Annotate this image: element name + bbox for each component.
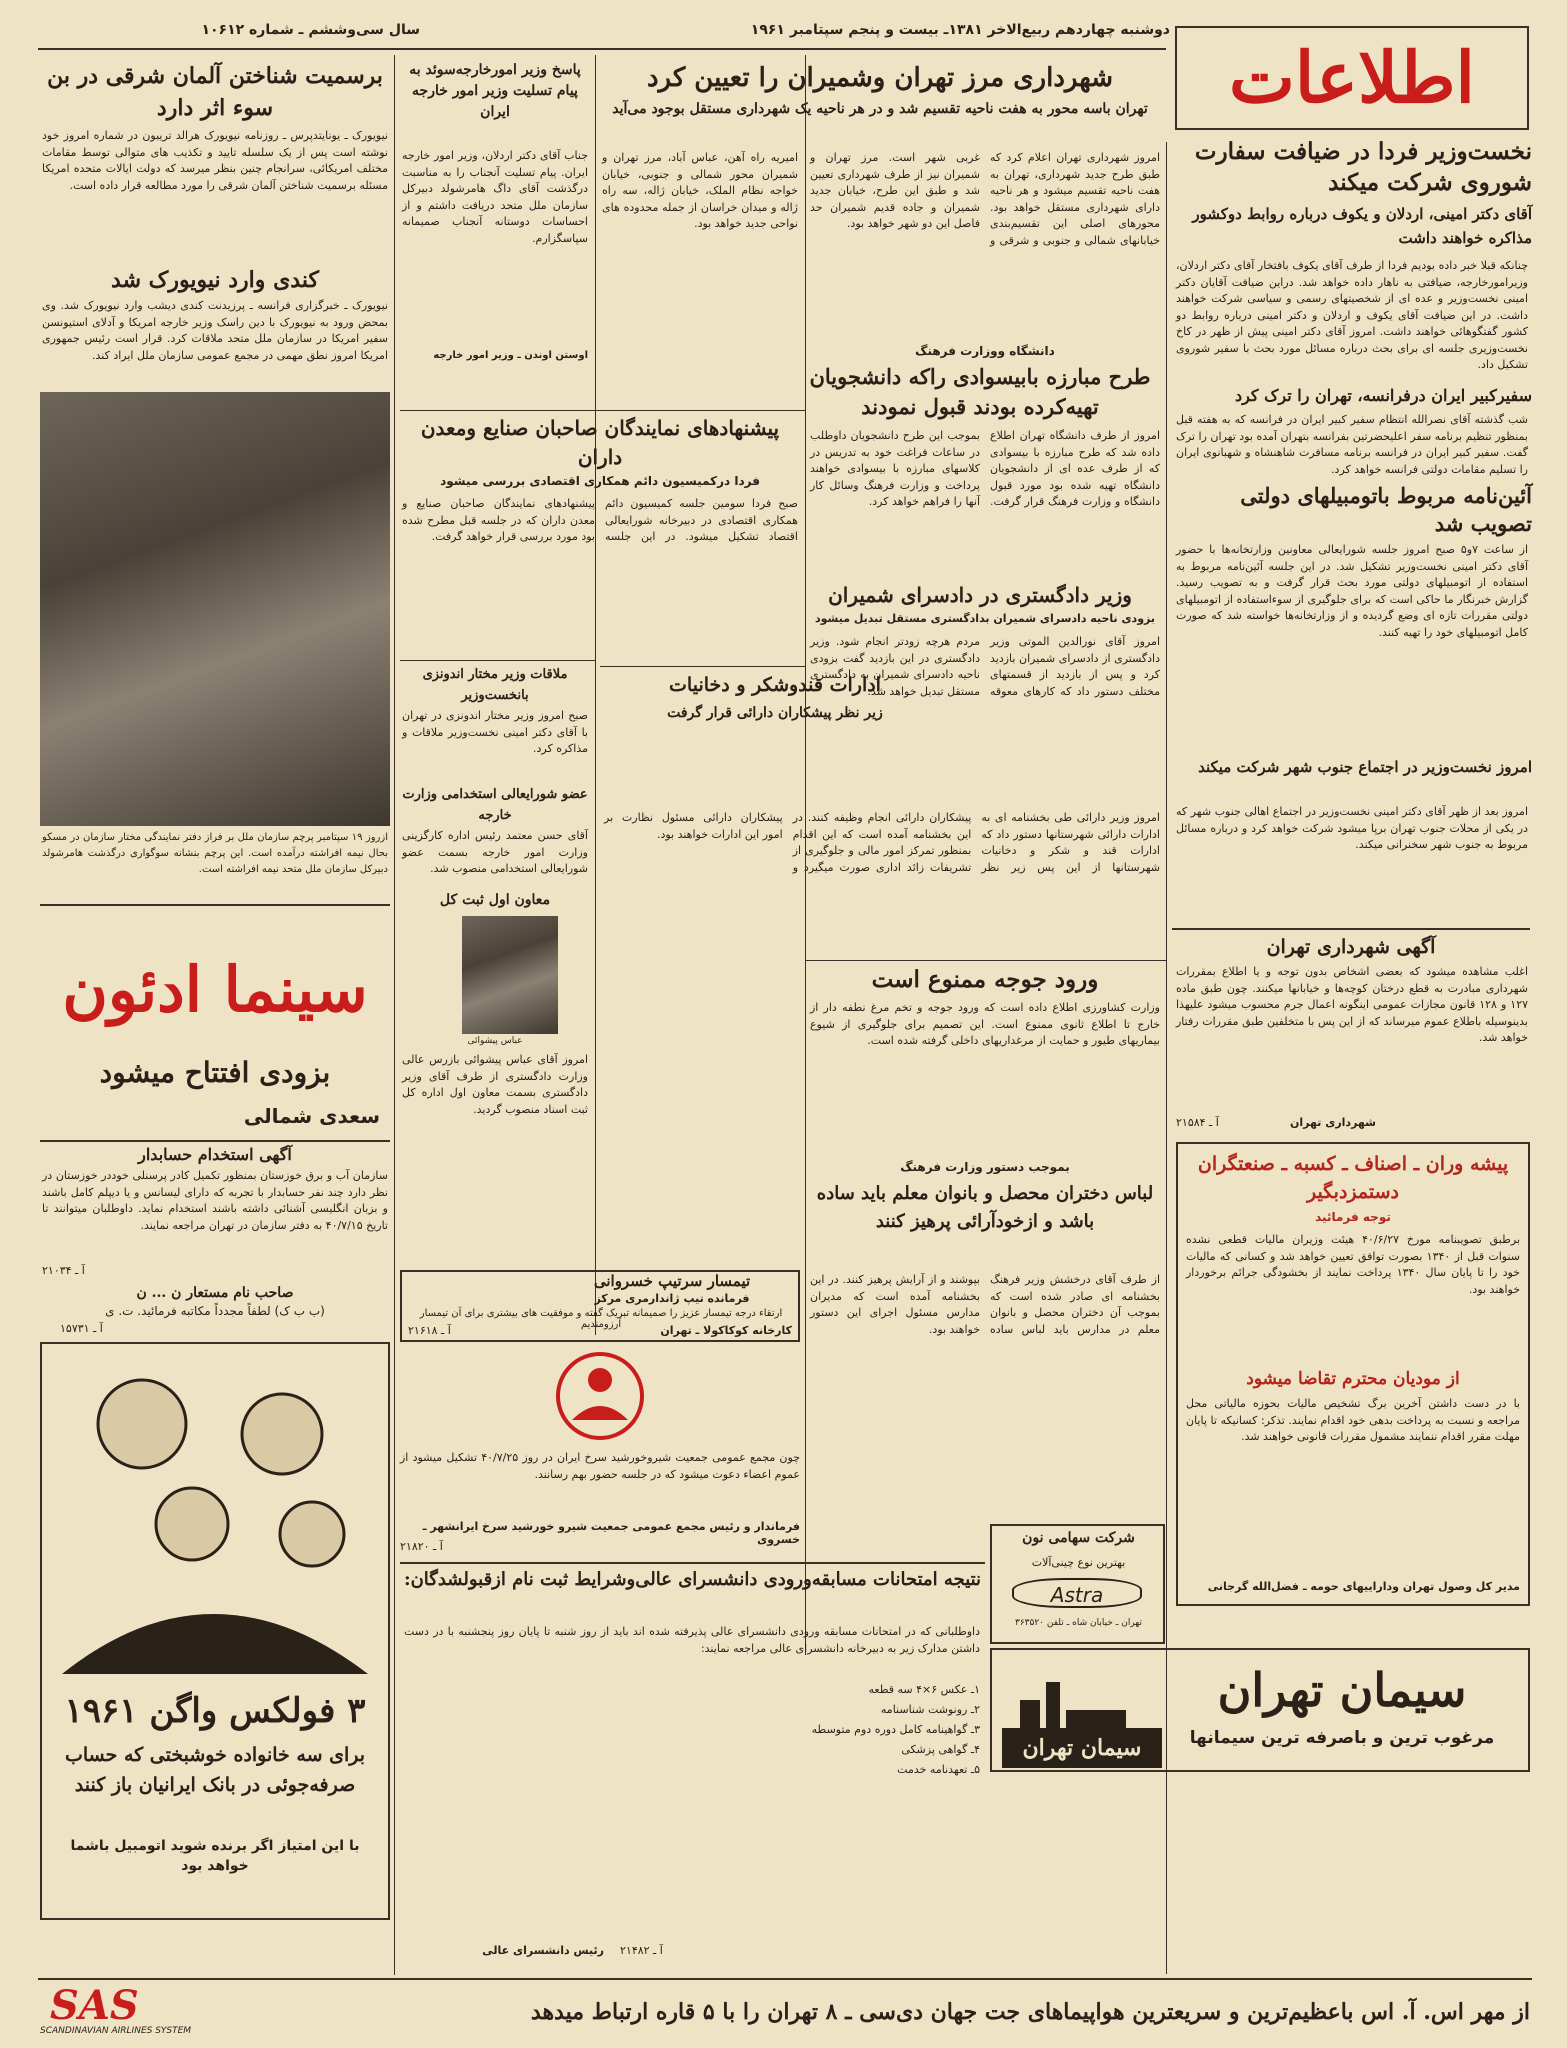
exam-list-item: ۳ـ گواهینامه کامل دوره دوم متوسطه <box>811 1723 980 1736</box>
exam-list <box>404 1680 980 1820</box>
municipality-notice-body: اغلب مشاهده میشود که بعضی اشخاص بدون توجه و یا اطلاع بمقررات شهرداری مبادرت به قطع درختان کوچه‌ها و خیابانها میکنند. چون طبق ماده ۱۲۷ و ۱۲۸ قانون مجازات عمومی اینگونه اعمال جرم محسوب میشود علیهذا بدینوسیله باطلاع عموم میرساند که از این پس با متخلفین طبق مقررات رفتار خواهد شد. <box>1176 965 1529 1044</box>
rule-sugar-top <box>600 666 805 667</box>
column-rule-3 <box>595 55 596 1335</box>
kicker-literacy: دانشگاه ووزارت فرهنگ <box>915 344 1055 358</box>
article-literacy: امروز از طرف دانشگاه تهران اطلاع داده شد که طرح مبارزه با بیسوادی که از طرف عده ای از دانشجویان دانشگاه تهیه شده بود مورد قبول دانشگاه و وزارت فرهنگ قرار گرفت. بموجب این طرح دانشجویان داوطلب در ساعات فراغت خود به تدریس در کلاسهای مبارزه با بیسوادی خواهند پرداخت و وزارت فرهنگ وسائل کار آنها را فراهم خواهد کرد. <box>810 429 1160 508</box>
pseudonym-notice: صاحب نام مستعار ن ... ن <box>136 1285 294 1301</box>
article-chicks: وزارت کشاورزی اطلاع داده است که ورود جوجه و تخم مرغ نطفه دار از خارج تا اطلاع ثانوی ممنوع است. این تصمیم برای جلوگیری از شیوع بیماریهای طیور و حمایت از مرغداریهای داخلی گرفته شده است. <box>810 1001 1160 1047</box>
article-indonesia: صبح امروز وزیر مختار اندونزی در تهران با آقای دکتر امینی نخست‌وزیر ملاقات و مذاکره کرد. <box>402 709 588 755</box>
newspaper-logo: اطلاعات <box>1229 36 1475 119</box>
subheadline-sugar: زیر نظر پیشکاران دارائی قرار گرفت <box>667 705 883 721</box>
vw-ad-title: ۳ فولکس واگن ۱۹۶۱ <box>64 1691 366 1731</box>
congrats-subtitle: فرمانده تیپ ژاندارمری مرکز <box>594 1292 750 1305</box>
job-ad-title: آگهی استخدام حسابدار <box>138 1145 292 1164</box>
job-ad-code: آ ـ ۲۱۰۳۴ <box>42 1264 85 1277</box>
cinema-ad-subtitle: بزودی افتتاح میشود <box>99 1056 331 1089</box>
kicker-dress: بموجب دستور وزارت فرهنگ <box>900 1160 1070 1174</box>
headline-tehran-shemiran: شهرداری مرز تهران وشمیران را تعیین کرد <box>646 63 1114 93</box>
cement-ad-tagline: مرغوب ترین و باصرفه ترین سیمانها <box>1189 1728 1495 1748</box>
article-ambassador: شب گذشته آقای نصرالله انتظام سفیر کبیر ایران در فرانسه که به هفته قبل بمنظور تنظیم برنامه سفر اعلیحضرتین بفرانسه بتهران آمده بود تهران را ترک گفت. سفیر کبیر ایران در فرانسه برنامه مسافرت شاهنشاه و شهبانوی ایران را تسلیم مقامات دولتی فرانسه خواهد کرد. <box>1176 413 1528 476</box>
headline-chicks: ورود جوجه ممنوع است <box>871 966 1099 993</box>
vw-ad <box>40 1342 390 1920</box>
article-east-germany: نیویورک ـ یونایتدپرس ـ روزنامه نیویورک هرالد تریبون در شماره امروز خود نوشته است پس از یک سلسله تایید و تکذیب های متوالی توسط مقامات مختلف امریکائی، سرانجام چنین بنظر میرسد که دولت ایالات متحده امریکا مسئله برسمیت شناختن آلمان شرقی را مورد مطالعه قرار داده است. <box>42 129 388 192</box>
headline-pm-south: امروز نخست‌وزیر در اجتماع جنوب شهر شرکت میکند <box>1198 758 1532 776</box>
masthead-issue: سال سی‌وششم ـ شماره ۱۰۶۱۲ <box>201 22 420 38</box>
headline-industry: پیشنهادهای نمایندگان صاحبان صنایع ومعدن داران <box>420 416 780 469</box>
rule-bottom <box>38 1978 1532 1980</box>
vw-ad-body-2: با این امتیاز اگر برنده شوید اتومبیل باشما خواهد بود <box>70 1838 360 1874</box>
municipality-notice-title: آگهی شهرداری تهران <box>1266 936 1436 958</box>
cement-ad-logo: سیمان تهران <box>1002 1728 1162 1768</box>
headline-sweden: پاسخ وزیر امورخارجه‌سوئد به پیام تسلیت وزیر امور خارجه ایران <box>409 62 581 120</box>
sas-ad-text: از مهر اس. آ. اس باعظیم‌ترین و سریعترین هواپیماهای جت جهان دی‌سی ـ ۸ تهران را با ۵ قاره ارتباط میدهد <box>530 1999 1530 2025</box>
vw-ad-body: برای سه خانواده خوشبختی که حساب صرفه‌جوئی در بانک ایرانیان باز کنند <box>64 1744 366 1796</box>
tax-notice-body-2: با در دست داشتن آخرین برگ تشخیص مالیات بحوزه مالیاتی محل مراجعه و نسبت به پرداخت بدهی خود اقدام نمایند. تذکر: کسانیکه تا پایان مهلت مقرر اقدام ننمایند مشمول مقررات قانونی خواهند شد. <box>1186 1397 1520 1443</box>
pharm-ad <box>990 1524 1165 1644</box>
headline-exam: نتیجه امتحانات مسابقه‌ورودی دانشسرای عالی‌وشرایط ثبت نام ازقبولشدگان: <box>403 1569 982 1590</box>
headline-dress: لباس دختران محصل و بانوان معلم باید ساده باشد و ازخودآرائی پرهیز کنند <box>816 1183 1154 1232</box>
congrats-title: تیمسار سرتیپ خسروانی <box>593 1272 751 1290</box>
cement-ad <box>990 1648 1530 1772</box>
rule-chick-top <box>806 960 1166 961</box>
subheadline-pm-soviet: آقای دکتر امینی، اردلان و یکوف درباره روابط دوکشور مذاکره خواهند داشت <box>1192 205 1532 247</box>
headline-ambassador: سفیرکبیر ایران درفرانسه، تهران را ترک کرد <box>1234 386 1532 405</box>
red-lion-emblem <box>550 1346 650 1446</box>
article-tehran-shemiran: امروز شهرداری تهران اعلام کرد که طبق طرح جدید شهرداری، تهران به هفت ناحیه تقسیم میشود و هر ناحیه دارای شهرداری مستقل خواهد بود. محورهای اصلی این تقسیم‌بندی خیابانهای شمالی و جنوبی و شرقی و غربی شهر است. مرز تهران و شمیران نیز از طرف شهرداری تعیین شد و طبق این طرح، خیابان جدید شمیران و جاده قدیم شمیران حد فاصل این دو شهر خواهد بود. <box>810 151 1160 247</box>
pharm-ad-line: بهترین نوع چینی‌آلات <box>1031 1556 1126 1569</box>
headline-east-germany: برسمیت شناختن آلمان شرقی در بن سوء اثر دارد <box>47 63 383 121</box>
sas-subtitle: SCANDINAVIAN AIRLINES SYSTEM <box>40 2026 192 2036</box>
pseudonym-notice-code: آ ـ ۱۵۷۳۱ <box>60 1322 103 1335</box>
rule-exam-top <box>400 1562 985 1564</box>
cinema-ad-address: سعدی شمالی <box>243 1104 380 1128</box>
portrait-caption: عباس پیشوائی <box>467 1036 523 1046</box>
pharm-ad-brand: Astra <box>1012 1578 1142 1608</box>
pharm-ad-name: شرکت سهامی نون <box>1022 1530 1135 1546</box>
congrats-box <box>400 1270 800 1342</box>
headline-literacy: طرح مبارزه بابیسوادی راکه دانشجویان تهیه‌کرده بودند قبول نمودند <box>809 364 1151 419</box>
exam-list-item: ۲ـ رونوشت شناسنامه <box>880 1703 980 1716</box>
exam-sign: رئیس دانشسرای عالی <box>482 1944 604 1957</box>
headline-gov-cars: آئین‌نامه مربوط باتومبیلهای دولتی تصویب شد <box>1240 483 1532 536</box>
cinema-ad-title: سینما ادئون <box>62 953 368 1026</box>
headline-justice: وزیر دادگستری در دادسرای شمیران <box>828 583 1132 607</box>
sweden-sign: اوستن اوندن ـ وزیر امور خارجه <box>433 350 588 361</box>
family-illustration <box>52 1354 378 1674</box>
article-sweden: جناب آقای دکتر اردلان، وزیر امور خارجه ایران. پیام تسلیت آنجناب را به مناسبت درگذشت آقای داگ هامرشولد دبیرکل سازمان ملل متحد دریافت داشتم و از احساسات دوستانه آنجناب صمیمانه سپاسگزارم. <box>402 149 588 245</box>
portrait-photo <box>462 916 558 1034</box>
pseudonym-notice-body: (ب ب ک) لطفاً مجدداً مکاتبه فرمائید. ت. ی <box>105 1304 325 1318</box>
subheadline-industry: فردا درکمیسیون دائم همکاری اقتصادی بررسی میشود <box>440 474 760 488</box>
headline-registry: معاون اول ثبت کل <box>439 892 551 908</box>
headline-indonesia: ملاقات وزیر مختار اندونزی بانخست‌وزیر <box>422 667 568 703</box>
exam-code: آ ـ ۲۱۴۸۲ <box>620 1944 663 1957</box>
congrats-sign: کارخانه کوکاکولا ـ تهران <box>660 1324 792 1337</box>
red-lion-code: آ ـ ۲۱۸۲۰ <box>400 1540 443 1553</box>
exam-list-item: ۵ـ تعهدنامه خدمت <box>897 1763 980 1776</box>
article-pm-soviet: چنانکه قبلا خبر داده بودیم فردا از طرف آقای یکوف بافتخار آقای دکتر اردلان، وزیرامورخارجه، ضیافتی به ناهار داده خواهد شد. دراین ضیافت آقایان دکتر امینی نخست‌وزیر و عده ای از شخصیتهای رسمی و سیاسی شرکت خواهند داشت. در این ضیافت آقای یکوف و اردلان و دکتر امینی درباره روابط دو کشور گفتگوهائی خواهند داشت. امروز آقای دکتر امینی پیش از ظهر در کاخ نخست‌وزیری جلسه ای برای بحث درباره مسائل مورد بحث با سفیر شوروی تشکیل داد. <box>1176 259 1528 371</box>
un-flag-photo <box>40 392 390 826</box>
logo-box <box>1175 26 1529 130</box>
exam-list-item: ۴ـ گواهی پزشکی <box>901 1743 980 1756</box>
sas-logo: SAS <box>50 1982 139 2029</box>
article-gov-cars: از ساعت ۷و۵ صبح امروز جلسه شورایعالی معاونین وزارتخانه‌ها با حضور آقای دکتر امینی نخست‌وزیر تشکیل شد. در این جلسه آئین‌نامه مربوط به استفاده از اتومبیلهای دولتی مورد بحث قرار گرفت و به تصویب رسید. گزارش خبرنگار ما حاکی است که برای جلوگیری از سوءاستفاده از اتومبیلهای دولتی مقررات تازه ای وضع گردیده و از وزارتخانه‌ها خواسته شد که صورت کامل اتومبیلهای خود را تهیه کنند. <box>1176 543 1529 639</box>
cement-ad-title: سیمان تهران <box>1217 1663 1467 1717</box>
headline-council: عضو شورایعالی استخدامی وزارت خارجه <box>402 787 588 823</box>
pharm-ad-address: تهران ـ خیابان شاه ـ تلفن ۳۶۳۵۲۰ <box>1015 1618 1142 1628</box>
article-council: آقای حسن معتمد رئیس اداره کارگزینی وزارت امور خارجه بسمت عضو شورایعالی استخدامی منصوب شد. <box>402 829 588 875</box>
subheadline-tehran-shemiran: تهران باسه محور به هفت ناحیه تقسیم شد و در هر ناحیه یک شهرداری مستقل بوجود می‌آید <box>612 101 1148 117</box>
municipality-notice-sign: شهرداری تهران <box>1290 1116 1376 1129</box>
masthead-date: دوشنبه چهاردهم ربیع‌الاخر ۱۳۸۱ـ بیست و پنجم سپتامبر ۱۹۶۱ <box>750 22 1170 38</box>
article-sugar: امروز وزیر دارائی طی بخشنامه ای به ادارات دارائی شهرستانها دستور داد که ادارات قند و شکر و دخانیات شهرستانها از این پس زیر نظر پیشکاران دارائی انجام وظیفه کنند. در این بخشنامه آمده است که این اقدام بمنظور تمرکز امور مالی و جلوگیری از تشریفات زائد اداری صورت میگیرد و پیشکاران دارائی مسئول نظارت بر امور این ادارات خواهند بود. <box>604 811 1160 874</box>
article-industry: صبح فردا سومین جلسه کمیسیون دائم همکاری اقتصادی در دبیرخانه شورایعالی اقتصاد تشکیل میشود. در این جلسه پیشنهادهای نمایندگان صاحبان صنایع و معدن داران که در جلسه قبل مطرح شده بود مورد بررسی قرار خواهد گرفت. <box>402 497 798 543</box>
tax-notice-body: برطبق تصویبنامه مورخ ۴۰/۶/۲۷ هیئت وزیران مالیات قطعی نشده سنوات قبل از ۱۳۴۰ بصورت توافق تعیین خواهد شد و کسانی که مالیات خود را تا پایان سال ۱۳۴۰ پرداخت نمایند از بخشودگی جرائم برخوردار خواهند بود. <box>1186 1233 1521 1296</box>
rule-cinema-top <box>40 904 390 906</box>
congrats-body: ارتقاء درجه تیمسار عزیز را صمیمانه تبریک گفته و موفقیت های بیشتری برای آن تیمسار آرزومندیم <box>419 1308 783 1330</box>
municipality-notice-code: آ ـ ۲۱۵۸۴ <box>1176 1116 1219 1129</box>
article-justice: امروز آقای نورالدین الموتی وزیر دادگستری از دادسرای شمیران بازدید کرد و پس از بازدید از قسمتهای مختلف دستور داد که کارهای معوقه مردم هرچه زودتر انجام شود. وزیر دادگستری در این بازدید گفت بزودی ناحیه دادسرای شمیران به دادگستری مستقل تبدیل خواهد شد. <box>810 635 1160 698</box>
congrats-code: آ ـ ۲۱۶۱۸ <box>408 1324 451 1337</box>
subheadline-justice: بزودی ناحیه دادسرای شمیران بدادگستری مستقل تبدیل میشود <box>814 612 1156 625</box>
tax-notice-heading: از مودیان محترم تقاضا میشود <box>1246 1369 1460 1389</box>
tax-notice-sign: مدیر کل وصول تهران وداراییهای حومه ـ فضل‌الله گرجانی <box>1207 1580 1520 1593</box>
masthead-rule <box>38 48 1166 50</box>
job-ad-body: سازمان آب و برق خوزستان بمنظور تکمیل کادر پرسنلی خوددر خوزستان در نظر دارد چند نفر حسابدار با تجربه که دارای لیسانس و یا دیپلم کامل باشند و بزبان انگلیسی آشنائی داشته باشند استخدام نماید. داوطلبان میتوانند تا تاریخ ۴۰/۷/۱۵ به دفتر سازمان در تهران مراجعه نمایند. <box>42 1169 388 1232</box>
column-rule-4 <box>394 55 395 1975</box>
red-lion-notice: چون مجمع عمومی جمعیت شیروخورشید سرخ ایران در روز ۴۰/۷/۲۵ تشکیل میشود از عموم اعضاء دعوت میشود که در جلسه حضور بهم رسانند. <box>400 1451 800 1481</box>
headline-pm-soviet: نخست‌وزیر فردا در ضیافت سفارت شوروی شرکت میکند <box>1194 138 1532 196</box>
article-exam: داوطلبانی که در امتحانات مسابقه ورودی دانشسرای عالی پذیرفته شده اند باید از روز شنبه تا پایان روز پنجشنبه با در دست داشتن مدارک زیر به دبیرخانه دانشسرای عالی مراجعه نمایند: <box>404 1625 980 1655</box>
rule-industry-top <box>400 410 805 411</box>
rule-indonesia-top <box>400 660 595 661</box>
article-registry: امروز آقای عباس پیشوائی بازرس عالی وزارت دادگستری از طرف آقای وزیر دادگستری بسمت معاون اول اداره کل ثبت اسناد منصوب گردید. <box>402 1053 588 1116</box>
headline-kennedy: کندی وارد نیویورک شد <box>111 267 319 293</box>
rule-notice-top <box>1172 928 1530 930</box>
article-kennedy: نیویورک ـ خبرگزاری فرانسه ـ پرزیدنت کندی دیشب وارد نیویورک شد. وی بمحض ورود به نیویورک با دین راسک وزیر خارجه امریکا و آدلای استیونسن سفیر امریکا در سازمان ملل متحد ملاقات کرد. قرار است رئیس جمهوری امریکا امروز نطق مهمی در مجمع عمومی سازمان ملل ایراد کند. <box>42 299 388 362</box>
exam-list-item: ۱ـ عکس ۶×۴ سه قطعه <box>868 1683 980 1696</box>
article-zones: امیریه راه آهن، عباس آباد، مرز تهران و شمیران محور شمالی و جنوبی، خیابان خواجه نظام الملک، خیابان ژاله، سه راه ژاله و میدان خراسان از جمله محدوده های نواحی جدید خواهد بود. <box>602 151 798 230</box>
tax-notice-title: پیشه وران ـ اصناف ـ کسبه ـ صنعتگران دستمزدبگیر <box>1197 1153 1509 1203</box>
red-lion-sign: فرماندار و رئیس مجمع عمومی جمعیت شیرو خورشید سرخ ایرانشهر ـ خسروی <box>422 1520 800 1546</box>
article-pm-south: امروز بعد از ظهر آقای دکتر امینی نخست‌وزیر در اجتماع اهالی جنوب شهر که در یکی از محلات جنوب تهران برپا میشود شرکت خواهد کرد و درباره مسائل مربوط به جنوب شهر سخنرانی میکند. <box>1176 805 1528 851</box>
article-dress: از طرف آقای درخشش وزیر فرهنگ بخشنامه ای صادر شده است که بموجب آن دختران محصل و بانوان معلم در مدارس باید لباس ساده بپوشند و از آرایش پرهیز کنند. در این بخشنامه آمده است که مدیران مدارس مسئول اجرای این دستور خواهند بود. <box>810 1273 1160 1336</box>
un-flag-caption: ازروز ۱۹ سپتامبر پرچم سازمان ملل بر فراز دفتر نمایندگی مختار سازمان در مسکو بحال نیمه افراشته درآمده است. این پرچم بنشانه سوگواری درگذشت هامرشولد دبیرکل سازمان ملل متحد نیمه افراشته است. <box>42 832 388 875</box>
headline-sugar: ادارات قندوشکر و دخانیات <box>669 674 881 696</box>
tax-notice-box <box>1176 1142 1530 1606</box>
tax-notice-subtitle: توجه فرمائید <box>1315 1210 1391 1224</box>
